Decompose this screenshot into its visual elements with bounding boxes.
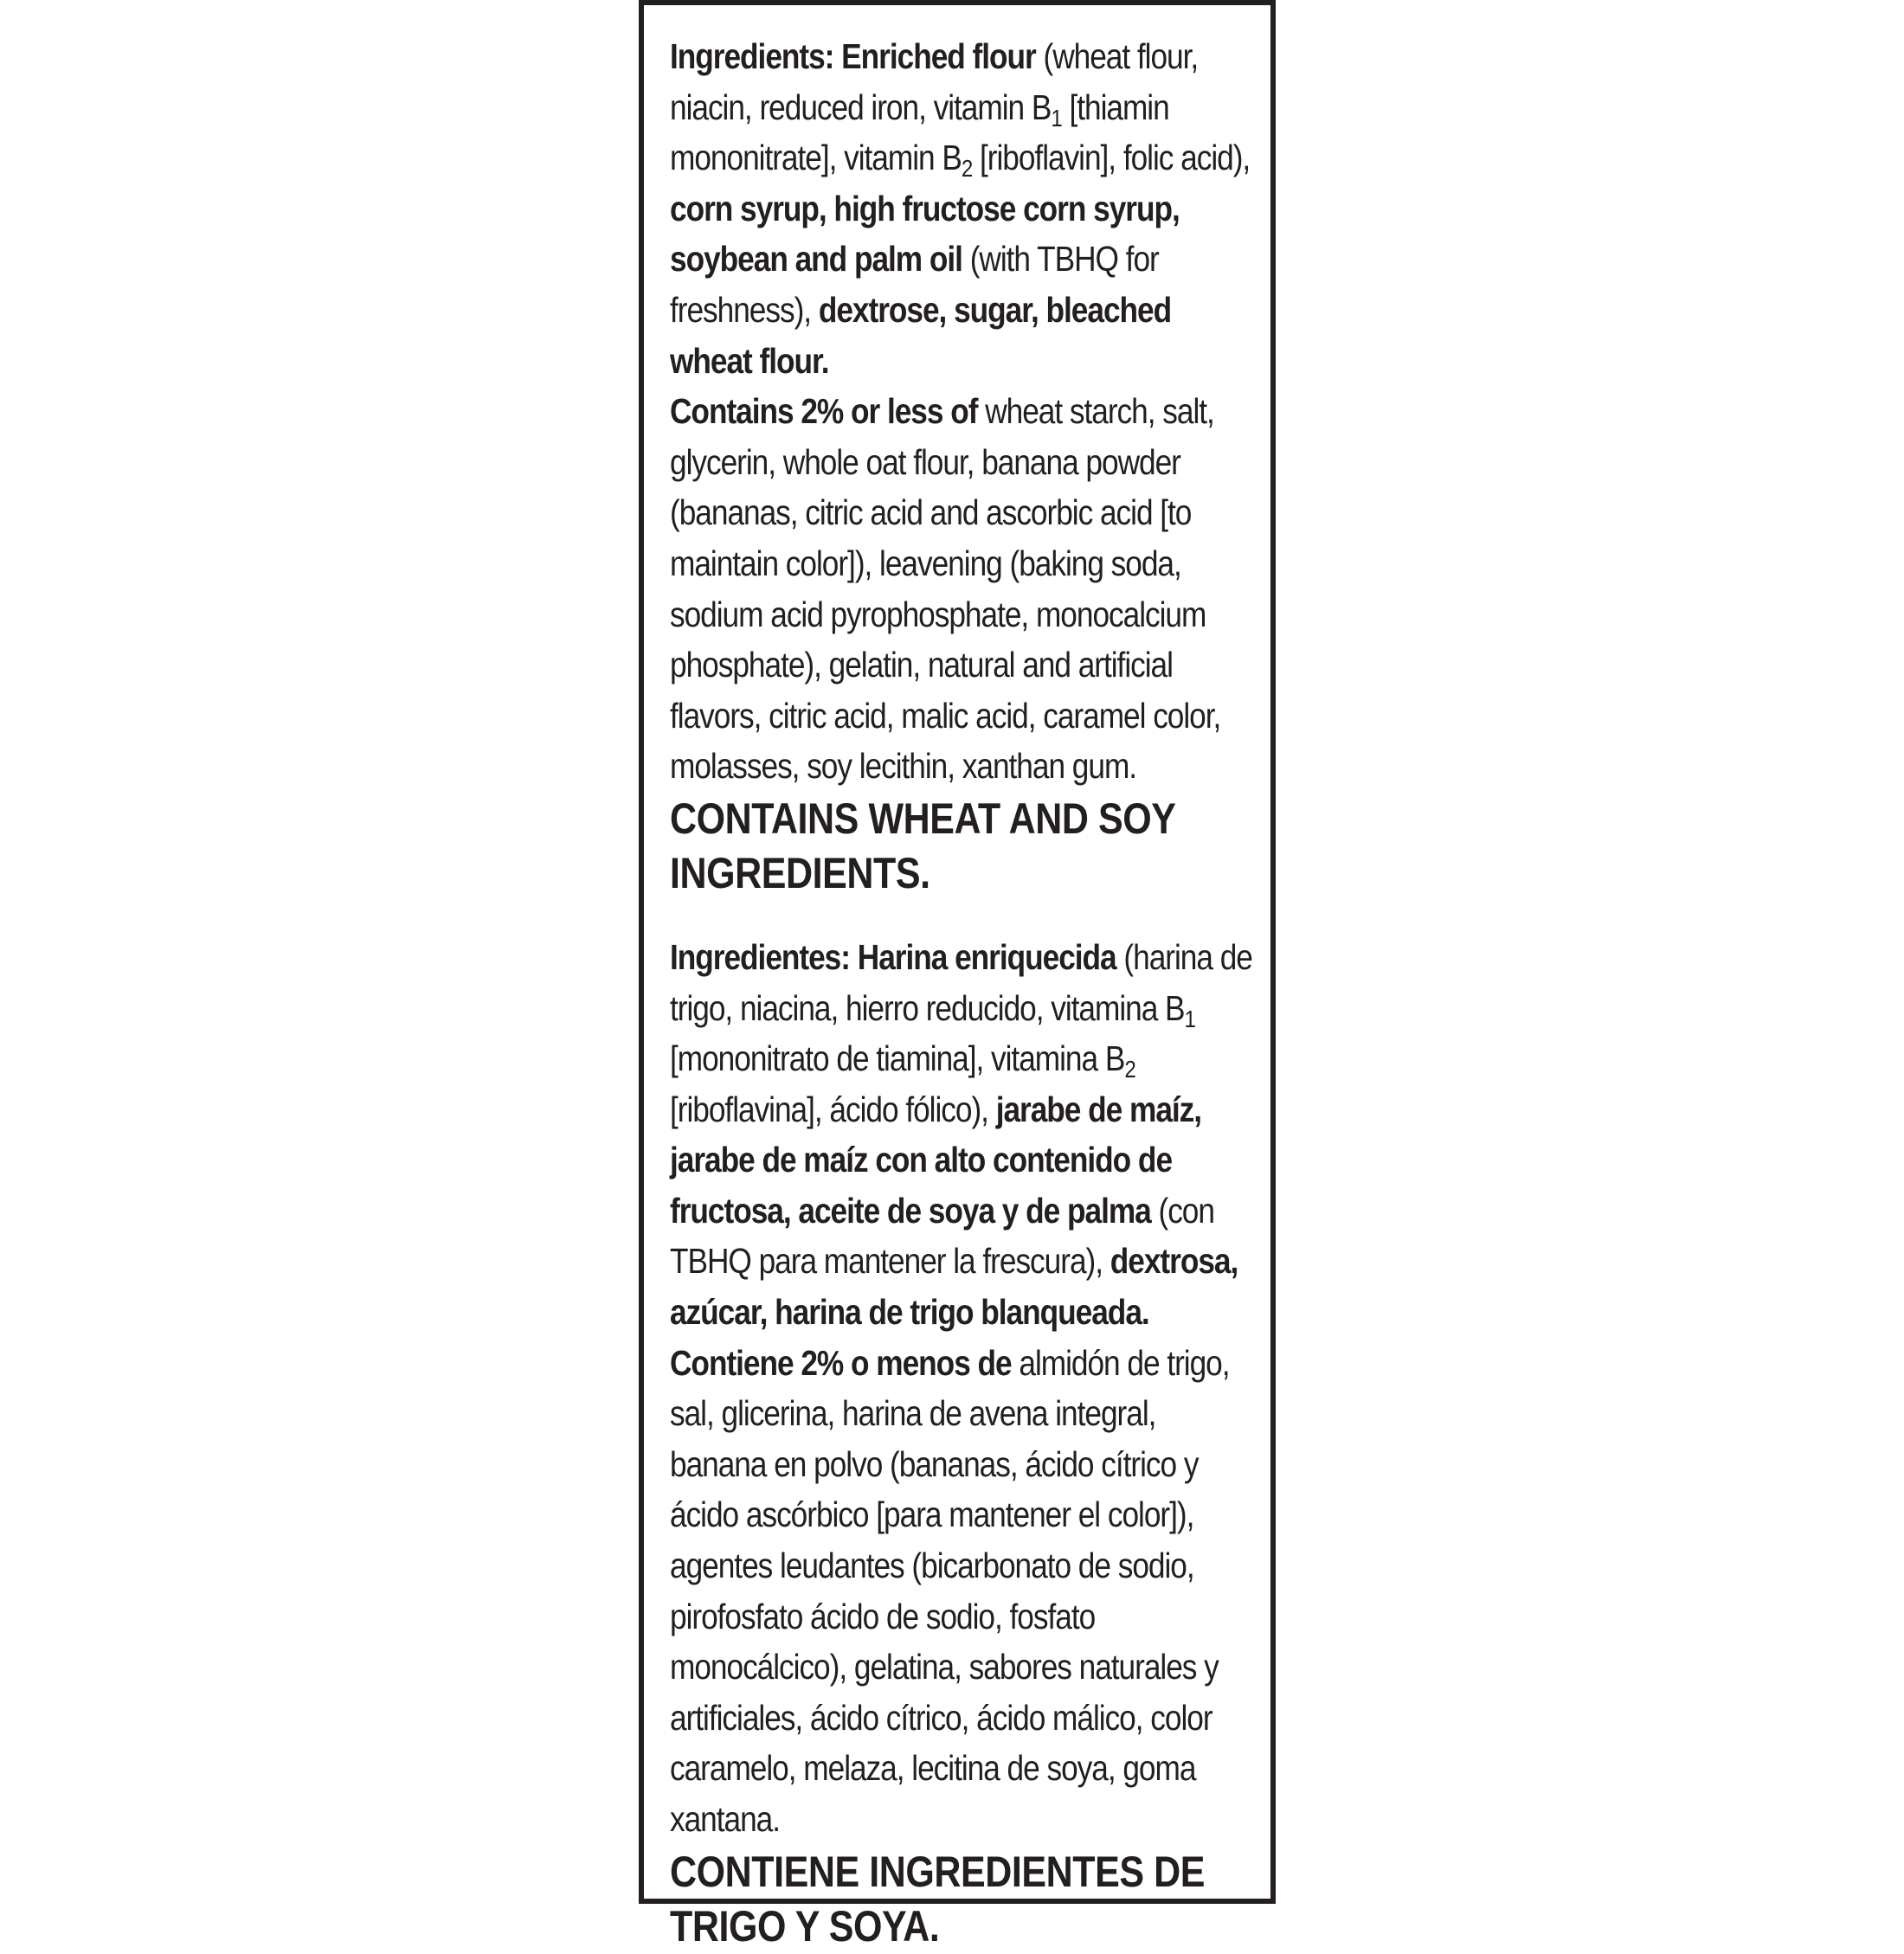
spanish-contains-paragraph bbox=[670, 1338, 1258, 1845]
spanish-flour-details-1: (harina de trigo, niacina, hierro reducido, vitamina B bbox=[670, 936, 1252, 1028]
english-allergen-statement: CONTAINS WHEAT AND SOY INGREDIENTS. bbox=[670, 794, 1175, 897]
spanish-allergen-statement: CONTIENE INGREDIENTES DE TRIGO Y SOYA. bbox=[670, 1847, 1206, 1951]
english-end-ingredients: dextrose, sugar, bleached wheat flour. bbox=[670, 289, 1172, 381]
spanish-contains-list: almidón de trigo, sal, glicerina, harina de avena integral, banana en polvo (bananas, ácido cítrico y ácido ascórbico [para mantener el color]), agentes leudantes (bicarbonato de sodio, pirofosfato ácido de sodio, fosfato monocálcico), gelatina, sabores naturales y artificiales, ácido cítrico, ácido málico, color caramelo, melaza, lecitina de soya, goma xantana. bbox=[670, 1342, 1230, 1839]
english-enriched-flour: Enriched flour bbox=[841, 36, 1036, 76]
language-separator-space bbox=[670, 901, 1258, 932]
spanish-main-ingredients: jarabe de maíz, jarabe de maíz con alto contenido de fructosa, aceite de soya y de palma bbox=[670, 1089, 1202, 1231]
english-flour-details-3: [riboflavin], folic acid), bbox=[972, 138, 1251, 178]
spanish-tbhq-note: (con TBHQ para mantener la frescura), bbox=[670, 1190, 1214, 1282]
english-ingredients-label: Ingredients: bbox=[670, 36, 834, 76]
english-vitamin-b1-subscript: 1 bbox=[1051, 104, 1062, 132]
english-contains-list: wheat starch, salt, glycerin, whole oat flour, banana powder (bananas, citric acid and ascorbic acid [to maintain color]), leavening (baking soda, sodium acid pyrophosphate, monocalcium phosphate), gelatin, natural and artificial flavors, citric acid, malic acid, caramel color, molasses, soy lecithin, xanthan gum. bbox=[670, 391, 1221, 787]
english-main-ingredients: corn syrup, high fructose corn syrup, soybean and palm oil bbox=[670, 188, 1180, 280]
english-flour-details-2: [thiamin mononitrate], vitamin B bbox=[670, 87, 1169, 178]
spanish-flour-details-2: [mononitrato de tiamina], vitamina B bbox=[670, 1038, 1125, 1079]
english-flour-details-1: (wheat flour, niacin, reduced iron, vitamin B bbox=[670, 36, 1199, 127]
spanish-vitamin-b1-subscript: 1 bbox=[1184, 1005, 1195, 1032]
ingredients-content bbox=[670, 31, 1258, 1954]
spanish-ingredients-label: Ingredientes: bbox=[670, 936, 850, 977]
english-contains-label: Contains 2% or less of bbox=[670, 391, 978, 432]
spanish-vitamin-b2-subscript: 2 bbox=[1124, 1056, 1135, 1083]
english-vitamin-b2-subscript: 2 bbox=[961, 155, 973, 183]
english-ingredients-paragraph bbox=[670, 31, 1258, 386]
spanish-end-ingredients: dextrosa, azúcar, harina de trigo blanqueada. bbox=[670, 1241, 1238, 1333]
spanish-contains-label: Contiene 2% o menos de bbox=[670, 1342, 1012, 1383]
ingredients-label-panel bbox=[639, 0, 1276, 1951]
english-tbhq-note: (with TBHQ for freshness), bbox=[670, 239, 1159, 330]
spanish-enriched-flour: Harina enriquecida bbox=[857, 936, 1116, 977]
spanish-ingredients-paragraph bbox=[670, 932, 1258, 1338]
english-contains-paragraph bbox=[670, 386, 1258, 792]
spanish-flour-details-3: [riboflavina], ácido fólico), bbox=[670, 1089, 996, 1129]
